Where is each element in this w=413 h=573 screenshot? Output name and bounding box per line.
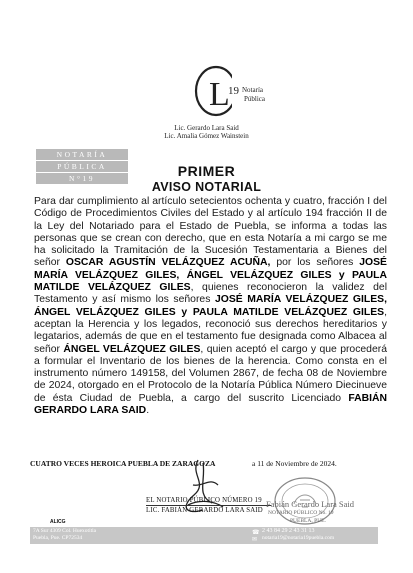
footer-bar — [30, 527, 378, 544]
seal-publica: PÚBLICA — [36, 161, 128, 172]
notario-title: EL NOTARIO PÚBLICO NÚMERO 19 — [146, 497, 262, 504]
body-run: , quienes reconocieron la validez del Testamento y así mismo los señores — [34, 282, 387, 306]
logo-name-line1: Notaría — [242, 86, 263, 94]
footer-email: notaria19@notaria19puebla.com — [262, 535, 335, 541]
body-bold-run: JOSÉ MARÍA VELÁZQUEZ GILES, ÁNGEL VELÁZQUEZ GILES y PAULA MATILDE VELÁZQUEZ GILES — [34, 294, 387, 318]
city-line: CUATRO VECES HEROICA PUEBLA DE ZARAGOZA — [30, 459, 216, 468]
heading-primer: PRIMER — [177, 163, 236, 179]
body-bold-run: ÁNGEL VELÁZQUEZ GILES — [63, 343, 201, 355]
date-line: a 11 de Noviembre de 2024. — [252, 459, 337, 468]
footer-address-1: 7A Sur 4309 Col. Huexotitla — [33, 528, 97, 534]
body-bold-run: FABIÁN GERARDO LARA SAID — [34, 392, 387, 417]
body-run: Para dar cumplimiento al artículo setecientos ochenta y cuatro, fracción I del Código de Procedimientos Civiles del Estado y al artículo 194 fracción II de la Ley del Notariado para el Estado de Puebla, se informa a todas las personas que se crean con derecho, que en esta Notaría a mi cargo se me ha solicitado la Tramitación de la Sucesión Testamentaria a Bienes del señor — [34, 196, 387, 269]
notice-body — [34, 196, 387, 417]
heading-aviso-notarial: AVISO NOTARIAL — [151, 180, 262, 194]
notary-logo — [193, 62, 277, 122]
licenciado-1: Lic. Gerardo Lara Said — [174, 124, 239, 132]
stamp-name: Fabián Gerardo Lara Said — [266, 499, 355, 509]
logo-letter-l: L — [209, 76, 230, 113]
body-bold-run: OSCAR AGUSTÍN VELÁZQUEZ ACUÑA, — [65, 257, 271, 269]
email-icon: ✉ — [252, 537, 258, 543]
footer-address-2: Puebla, Pue. CP72534 — [33, 535, 83, 541]
logo-name-line2: Pública — [244, 95, 265, 103]
signature-line — [146, 505, 271, 506]
footer-phone: 2 43 84 29 2 43 31 13 — [262, 528, 315, 534]
body-run: por los señores — [270, 257, 360, 269]
stamp-title: NOTARIO PÚBLICO No. 19 — [268, 510, 334, 516]
logo-number: 19 — [228, 85, 239, 97]
phone-icon: ☎ — [252, 530, 260, 536]
body-run: . — [146, 405, 150, 417]
seal-notaria: NOTARÍA — [36, 149, 128, 160]
alico-mark: ALICG — [50, 519, 66, 525]
body-run: , aceptan la Herencia y los legados, reconoció sus derechos hereditarios y legatarios, además de que en el testamento fue designada como Albacea al señor — [34, 306, 387, 355]
signature-image — [168, 455, 238, 525]
stamp-city: PUEBLA, PUE. — [290, 518, 326, 524]
body-bold-run: JOSÉ MARÍA VELÁZQUEZ GILES, ÁNGEL VELÁZQUEZ GILES y PAULA MATILDE VELÁZQUEZ GILES — [34, 257, 387, 294]
licenciado-2: Lic. Amalia Gómez Wainstein — [164, 132, 249, 140]
seal-number: N°19 — [36, 173, 128, 184]
body-run: , quien aceptó el cargo y que procederá a formular el Inventario de los bienes de la herencia. Como consta en el instrumento número 149158, del Volumen 2867, de fecha 08 de Noviembre de 2024, otorgado en el Protocolo de la Notaría Pública Número Diecinueve de ésta Ciudad de Puebla, a cargo del suscrito Licenciado — [34, 343, 387, 404]
notario-name: LIC. FABIÁN GERARDO LARA SAID — [146, 507, 263, 514]
